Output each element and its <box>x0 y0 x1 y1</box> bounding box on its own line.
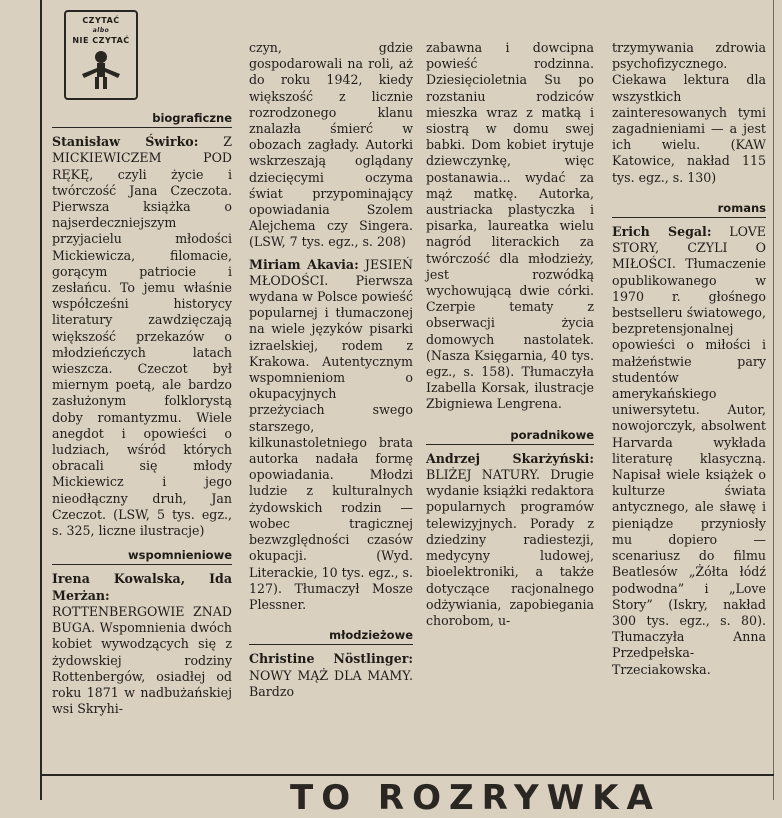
section-header-biographical: biograficzne <box>52 110 232 128</box>
column-4 <box>612 40 766 678</box>
column-3 <box>426 40 594 629</box>
column-2 <box>249 40 413 700</box>
entry-author: Stanisław Świrko: <box>52 134 199 150</box>
entry-author: Miriam Akavia: <box>249 256 359 272</box>
entry-body: Z MICKIEWICZEM POD RĘKĘ, czyli życie i twórczość Jana Czeczota. Pierwsza książka o najserdeczniejszym przyjacielu młodości Mickiewicza, filomacie, gorącym patriocie i zesłańcu. To jemu właśnie współcześni historycy literatury zawdzięczają większość przekazów o młodzieńczych latach wieszcza. Czeczot był miernym poetą, ale bardzo zasłużonym folklorystą doby romantyzmu. Wiele anegdot i opowieści o ludziach, wśród których obracali się młody Mickiewicz i jego nieodłączny druh, Jan Czeczot. (LSW, 5 tys. egz., s. 325, liczne ilustracje) <box>52 134 232 539</box>
entry-author: Irena Kowalska, Ida Merżan: <box>52 571 232 603</box>
entry-body: NOWY MĄŻ DLA MAMY. Bardzo <box>249 667 413 699</box>
bottom-rule <box>40 774 774 776</box>
review-entry <box>249 257 413 613</box>
entry-author: Erich Segal: <box>612 224 712 240</box>
review-entry <box>612 224 766 678</box>
entry-body: ROTTENBERGOWIE ZNAD BUGA. Wspomnienia dwóch kobiet wywodzących się z żydowskiej rodziny Rottenbergów, osiadłej od roku 1871 w nadbużańskiej wsi Skryhi- <box>52 603 232 717</box>
reading-figure-icon <box>78 48 124 90</box>
column-1 <box>52 104 232 717</box>
left-margin-rule <box>40 0 42 800</box>
section-header-youth: młodzieżowe <box>249 627 413 645</box>
section-header-romance: romans <box>612 200 766 218</box>
right-margin-rule <box>773 0 774 800</box>
next-page-masthead: TO ROZRYWKA <box>290 778 661 818</box>
review-entry <box>52 571 232 717</box>
section-header-memoir: wspomnieniowe <box>52 547 232 565</box>
logo-line2: albo <box>92 27 110 34</box>
logo-line1: CZYTAĆ <box>82 16 120 25</box>
entry-body: LOVE STORY, CZYLI O MIŁOŚCI. Tłumaczenie opublikowanego w 1970 r. głośnego bestselleru światowego, bezpretensjonalnej opowieści o miłości i małżeństwie pary studentów amerykańskiego uniwersytetu. Autor, nowojorczyk, absolwent Harvarda wykłada literaturę klasyczną. Napisał wiele książek o kulturze świata antycznego, ale sławę i pieniądze przyniosły mu dopiero — scenariusz do filmu Beatlesów „Żółta łódź podwodna” i „Love Story” (Iskry, nakład 300 tys. egz., s. 80). Tłumaczyła Anna Przedpełska-Trzeciakowska. <box>612 224 766 677</box>
entry-body: BLIŻEJ NATURY. Drugie wydanie książki redaktora popularnych programów telewizyjnych. Porady z dziedziny radiestezji, medycyny ludowej, bioelektroniki, a także dotyczące racjonalnego odżywiania, zapobiegania chorobom, u- <box>426 467 594 628</box>
entry-continuation: trzymywania zdrowia psychofizycznego. Ciekawa lektura dla wszystkich zainteresowanych tymi zagadnieniami — a jest ich wielu. (KAW Katowice, nakład 115 tys. egz., s. 130) <box>612 40 766 185</box>
entry-author: Christine Nöstlinger: <box>249 651 413 667</box>
section-header-guides: poradnikowe <box>426 427 594 445</box>
review-entry <box>52 134 232 539</box>
logo-line3: NIE CZYTAĆ <box>72 36 130 45</box>
entry-continuation: czyn, gdzie gospodarowali na roli, aż do roku 1942, kiedy większość z licznie rozrodzonego klanu znalazła śmierć w obozach zagłady. Autorki wskrzeszają oglądany dziecięcymi oczyma świat przypominający opowiadania Szolem Alejchema czy Singera. (LSW, 7 tys. egz., s. 208) <box>249 40 413 250</box>
review-entry <box>426 451 594 629</box>
column-logo <box>64 10 138 100</box>
entry-body: JESIEŃ MŁODOŚCI. Pierwsza wydana w Polsce powieść popularnej i tłumaczonej na wiele języków pisarki izraelskiej, rodem z Krakowa. Autentycznym wspomnieniom o okupacyjnych przeżyciach swego starszego, kilkunastoletniego brata autorka nadała formę opowiadania. Młodzi ludzie z kulturalnych żydowskich rodzin — wobec tragicznej bezwzględności czasów okupacji. (Wyd. Literackie, 10 tys. egz., s. 127). Tłumaczył Mosze Plessner. <box>249 256 413 612</box>
review-entry <box>249 651 413 700</box>
entry-continuation: zabawna i dowcipna powieść rodzinna. Dziesięcioletnia Su po rozstaniu rodziców mieszka wraz z matką i siostrą w domu swej babki. Dom kobiet irytuje dziewczynkę, więc postanawia... wydać za mąż matkę. Autorka, austriacka plastyczka i pisarka, laureatka wielu nagród literackich za twórczość dla młodzieży, jest rozwódką wychowującą dwie córki. Czerpie tematy z obserwacji życia domowych nastolatek. (Nasza Księgarnia, 40 tys. egz., s. 158). Tłumaczyła Izabella Korsak, ilustracje Zbigniewa Lengrena. <box>426 40 594 412</box>
entry-author: Andrzej Skarżyński: <box>426 450 594 466</box>
